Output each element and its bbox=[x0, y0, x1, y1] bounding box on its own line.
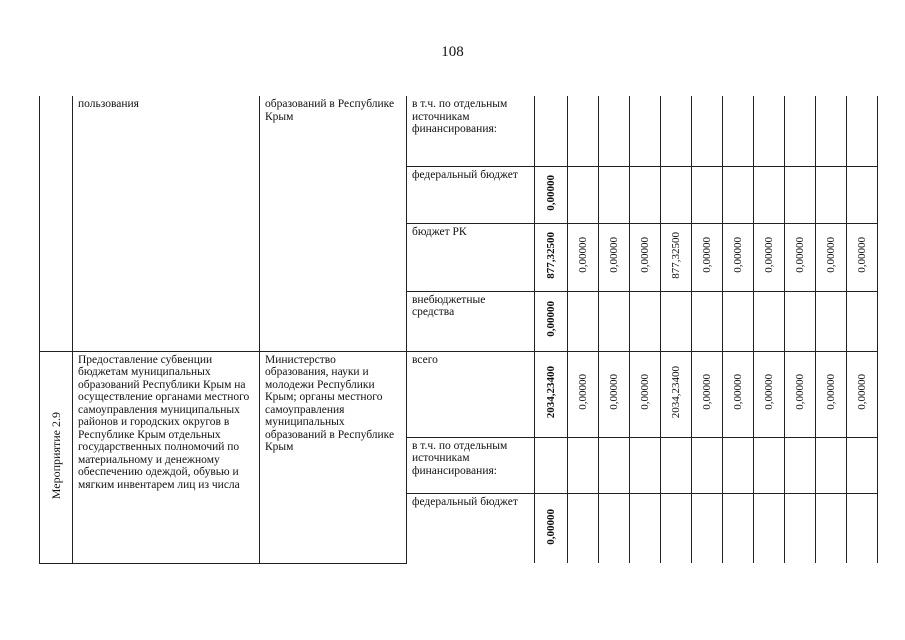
value-cell bbox=[630, 291, 661, 351]
value-cell bbox=[599, 291, 630, 351]
value-cell bbox=[816, 223, 847, 291]
value: 0,00000 bbox=[855, 237, 868, 274]
value-cell bbox=[723, 166, 754, 223]
value-cell bbox=[692, 437, 723, 493]
value-cell bbox=[754, 166, 785, 223]
source-cell bbox=[407, 223, 535, 291]
total-cell bbox=[535, 166, 568, 223]
total-cell bbox=[535, 437, 568, 493]
value: 0,00000 bbox=[793, 374, 806, 411]
value-cell bbox=[692, 291, 723, 351]
table-row bbox=[40, 351, 878, 437]
value-cell bbox=[816, 96, 847, 166]
event-label: Мероприятие 2.9 bbox=[48, 411, 63, 499]
budget-table bbox=[39, 96, 878, 564]
value-cell bbox=[661, 291, 692, 351]
source-label: всего bbox=[412, 353, 438, 366]
source-label: внебюджетные средства bbox=[412, 293, 486, 318]
value-cell bbox=[847, 96, 878, 166]
value-cell bbox=[723, 291, 754, 351]
value: 877,32500 bbox=[669, 231, 682, 279]
table-row bbox=[40, 96, 878, 166]
value-cell bbox=[723, 493, 754, 563]
total-value: 0,00000 bbox=[544, 301, 557, 338]
value-cell bbox=[723, 351, 754, 437]
source-cell bbox=[407, 291, 535, 351]
value-cell bbox=[568, 223, 599, 291]
value-cell bbox=[599, 437, 630, 493]
value: 0,00000 bbox=[638, 374, 651, 411]
value: 0,00000 bbox=[576, 374, 589, 411]
description-text: Предоставление субвенции бюджетам муниципальных образований Республики Крым на осуществление органами местного самоуправления муниципальных районов и городских округов в Республике Крым отдельных государственных полномочий по материальному и денежному обеспечению одеждой, обувью и мягким инвентарем лиц из числа bbox=[78, 353, 250, 491]
value: 0,00000 bbox=[700, 374, 713, 411]
value-cell bbox=[630, 223, 661, 291]
source-cell bbox=[407, 351, 535, 437]
value-cell bbox=[754, 223, 785, 291]
value: 0,00000 bbox=[824, 237, 837, 274]
value-cell bbox=[785, 291, 816, 351]
event-label-cell bbox=[40, 96, 73, 351]
value: 0,00000 bbox=[762, 237, 775, 274]
value-cell bbox=[630, 96, 661, 166]
value: 0,00000 bbox=[607, 374, 620, 411]
value-cell bbox=[785, 166, 816, 223]
value: 0,00000 bbox=[607, 237, 620, 274]
value-cell bbox=[847, 351, 878, 437]
value-cell bbox=[785, 493, 816, 563]
value-cell bbox=[847, 223, 878, 291]
value-cell bbox=[568, 493, 599, 563]
value-cell bbox=[692, 493, 723, 563]
value-cell bbox=[568, 291, 599, 351]
value-cell bbox=[785, 223, 816, 291]
source-label: в т.ч. по отдельным источникам финансирования: bbox=[412, 98, 508, 135]
executor-cell bbox=[260, 96, 407, 351]
description-text: пользования bbox=[78, 98, 139, 110]
value-cell bbox=[723, 96, 754, 166]
executor-cell bbox=[260, 351, 407, 563]
value-cell bbox=[568, 96, 599, 166]
value: 0,00000 bbox=[762, 374, 775, 411]
value-cell bbox=[661, 96, 692, 166]
total-cell bbox=[535, 351, 568, 437]
value: 0,00000 bbox=[638, 237, 651, 274]
value-cell bbox=[630, 166, 661, 223]
value: 0,00000 bbox=[793, 237, 806, 274]
total-value: 0,00000 bbox=[544, 174, 557, 211]
value-cell bbox=[661, 223, 692, 291]
value-cell bbox=[754, 493, 785, 563]
source-label: в т.ч. по отдельным источникам финансирования: bbox=[412, 439, 508, 477]
source-cell bbox=[407, 166, 535, 223]
value-cell bbox=[661, 351, 692, 437]
value-cell bbox=[754, 96, 785, 166]
value-cell bbox=[816, 493, 847, 563]
value-cell bbox=[568, 166, 599, 223]
value-cell bbox=[785, 96, 816, 166]
source-label: федеральный бюджет bbox=[412, 495, 518, 508]
total-value: 0,00000 bbox=[544, 508, 557, 545]
value: 0,00000 bbox=[700, 237, 713, 274]
value-cell bbox=[661, 437, 692, 493]
value-cell bbox=[816, 351, 847, 437]
value-cell bbox=[630, 351, 661, 437]
value-cell bbox=[785, 437, 816, 493]
value: 0,00000 bbox=[731, 374, 744, 411]
source-label: федеральный бюджет bbox=[412, 168, 518, 181]
value-cell bbox=[692, 351, 723, 437]
value-cell bbox=[785, 351, 816, 437]
total-cell bbox=[535, 96, 568, 166]
executor-text: Министерство образования, науки и молодежи Республики Крым; органы местного самоуправления муниципальных образований в Республике Крым bbox=[265, 353, 395, 453]
value-cell bbox=[754, 437, 785, 493]
source-cell bbox=[407, 437, 535, 493]
source-cell bbox=[407, 493, 535, 563]
value-cell bbox=[599, 223, 630, 291]
value-cell bbox=[661, 493, 692, 563]
value-cell bbox=[816, 166, 847, 223]
value-cell bbox=[692, 166, 723, 223]
value-cell bbox=[630, 493, 661, 563]
value-cell bbox=[816, 291, 847, 351]
value-cell bbox=[661, 166, 692, 223]
value-cell bbox=[754, 291, 785, 351]
value-cell bbox=[630, 437, 661, 493]
value-cell bbox=[599, 96, 630, 166]
value-cell bbox=[847, 437, 878, 493]
value-cell bbox=[568, 437, 599, 493]
source-cell bbox=[407, 96, 535, 166]
value-cell bbox=[723, 223, 754, 291]
value: 0,00000 bbox=[731, 237, 744, 274]
total-cell bbox=[535, 223, 568, 291]
value: 0,00000 bbox=[824, 374, 837, 411]
value-cell bbox=[847, 493, 878, 563]
value-cell bbox=[723, 437, 754, 493]
value-cell bbox=[692, 96, 723, 166]
value-cell bbox=[816, 437, 847, 493]
value-cell bbox=[599, 351, 630, 437]
value-cell bbox=[599, 166, 630, 223]
total-value: 2034,23400 bbox=[544, 366, 557, 419]
total-cell bbox=[535, 291, 568, 351]
value-cell bbox=[692, 223, 723, 291]
description-cell bbox=[73, 96, 260, 351]
value-cell bbox=[847, 166, 878, 223]
value: 2034,23400 bbox=[669, 366, 682, 419]
value-cell bbox=[754, 351, 785, 437]
description-cell bbox=[73, 351, 260, 563]
value: 0,00000 bbox=[576, 237, 589, 274]
executor-text: образований в Республике Крым bbox=[265, 98, 395, 123]
event-label-cell bbox=[40, 351, 73, 563]
page-number: 108 bbox=[441, 44, 464, 60]
value-cell bbox=[599, 493, 630, 563]
source-label: бюджет РК bbox=[412, 225, 467, 238]
value-cell bbox=[568, 351, 599, 437]
total-cell bbox=[535, 493, 568, 563]
value-cell bbox=[847, 291, 878, 351]
value: 0,00000 bbox=[855, 374, 868, 411]
total-value: 877,32500 bbox=[544, 231, 557, 279]
